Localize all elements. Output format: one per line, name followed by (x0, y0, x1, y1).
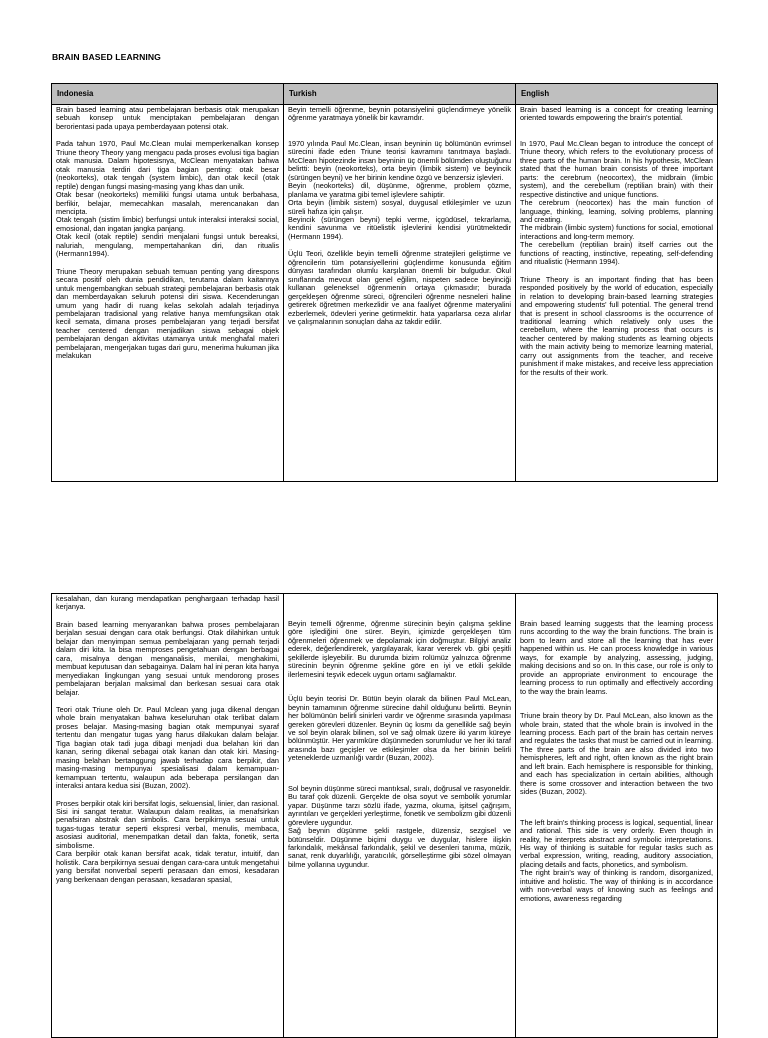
column-header-english: English (516, 84, 718, 105)
paragraph: Üçlü Teori, özellikle beyin temelli öğrenme stratejileri geliştirme ve öğrencilerin tüm potansiyellerini güçlendirme konusunda eğitim dünyası tarafından olumlu karşılanan önemli bir bulgudur. Okul sınıflarında mevcut olan genel eğilim, nispeten sadece beyinciği kullanan geleneksel öğrenmenin ortaya çıkmasıdır; burada gerçekleşen öğrenme süreci, öğrencileri öğrenme nesneleri haline getirerek öğretmen merkezlidir ve ana faaliyet öğrenme materyalini ezberlemek, ödevleri yerine getirmektir. hata yaparlarsa ceza alırlar ve çalışmalarının sonuçları daha az takdir edilir. (288, 249, 511, 326)
paragraph: Üçlü beyin teorisi Dr. Bütün beyin olarak da bilinen Paul McLean, beynin tamamının öğrenme sürecine dahil olduğunu belirtti. Beynin her bölümünün belirli sinirleri vardır ve öğrenme sırasında yapılması gereken görevleri düzenler. Beynin üç kısmı da genellikle sağ beyin ve sol beyin olarak bilinen, sol ve sağ olmak üzere iki yarım küreye bölünmüştür. Her yarımküre düşünmeden sorumludur ve her iki taraf arasında bazı geçişler ve etkileşimler olsa da her birinin belirli yeteneklerde uzmanlığı vardır (Buzan, 2002). (288, 694, 511, 763)
table-row (52, 594, 718, 1038)
paragraph: Brain based learning suggests that the learning process runs according to the way the brain functions. The brain is born to learn and store all the learning that has ever happened within us. He can process knowledge in various ways, for example by analyzing, assessing, judging, making decisions and so on. In this case, our role is only to provide an appropriate environment to encourage the learning process to run optimally and effectively according to the way the brain learns. (520, 619, 713, 696)
paragraph: Triune brain theory by Dr. Paul McLean, also known as the whole brain, stated that the whole brain is involved in the learning process. Each part of the brain has certain nerves and regulates the tasks that must be carried out in learning. The three parts of the brain are also divided into two hemispheres, left and right, often known as the right brain and left brain. Each hemisphere is responsible for thinking, and each has specialization in certain abilities, although there is some crossover and interaction between the two sides (Buzan, 2002). (520, 711, 713, 797)
document-title: BRAIN BASED LEARNING (52, 52, 161, 62)
column-header-turkish: Turkish (284, 84, 516, 105)
indonesia-cell (52, 594, 284, 1038)
paragraph: Pada tahun 1970, Paul Mc.Clean mulai memperkenalkan konsep Triune theory Theory yang mengacu pada proses evolusi tiga bagian otak manusia. Dalam hipotesisnya, McClean menyatakan bahwa otak manusia terdiri dari tiga bagian penting: otak besar (neokorteks), otak tengah (system limbic), dan otak kecil (otak reptile) dengan fungsi masing-masing yang khas dan unik. Otak besar (neokorteks) memiliki fungsi utama untuk berbahasa, berfikir, belajar, memecahkan masalah, merencanakan dan mencipta. Otak tengah (sistim limbic) berfungsi untuk interaksi interaksi social, emosional, dan ingatan jangka panjang. Otak kecil (otak reptile) sendiri menjalani fungsi untuk bereaksi, naluriah, mengulang, mempertahankan diri, dan ritualis (Hermann1994). (56, 139, 279, 259)
indonesia-cell (52, 105, 284, 482)
paragraph: Triune Theory is an important finding that has been responded positively by the world of education, especially in relation to developing brain-based learning strategies and empowering students' full potential. The general trend that is present in school classrooms is the occurrence of traditional learning which relatively only uses the cerebellum, where the learning process that occurs is teacher centered by making students as learning objects with the main activity being to memorize learning material, carry out assignments from the teacher, and receive punishment if make mistakes, and receive less appreciation for the results of their work. (520, 274, 713, 377)
translation-table-page-1 (51, 83, 718, 482)
column-header-indonesia: Indonesia (52, 84, 284, 105)
table-row (52, 105, 718, 482)
paragraph: Brain based learning is a concept for creating learning oriented towards empowering the brain's potential. (520, 105, 713, 123)
paragraph: Teori otak Triune oleh Dr. Paul Mclean yang juga dikenal dengan whole brain menyatakan bahwa keseluruhan otak terlibat dalam proses belajar. Masing-masing bagian otak mempunyai syaraf tertentu dan mengatur tugas yang harus dilakukan dalam belajar. Tiga bagian otak tadi juga dibagi menjadi dua belahan kiri dan kanan, sering dikenal sebagai otak kanan dan otak kiri. Masing-masing belahan bertanggung jawab terhadap cara berpikir, dan masing-masing mempunyai spesialisasi dalam kemampuan-kemampuan tertentu, walaupun ada beberapa persilangan dan interaksi antara kedua sisi (Buzan, 2002). (56, 704, 279, 791)
turkish-cell (284, 594, 516, 1038)
english-cell (516, 105, 718, 482)
paragraph: kesalahan, dan kurang mendapatkan penghargaan terhadap hasil kerjanya. (56, 594, 279, 612)
paragraph: Brain based learning menyarankan bahwa proses pembelajaran berjalan sesuai dengan cara otak berfungsi. Otak dilahirkan untuk belajar dan menyimpan semua pembelajaran yang pernah terjadi dalam diri kita. Ia bisa memproses pengetahuan dengan berbagai cara, misalnya dengan menganalisis, menilai, menghakimi, membuat keputusan dan sebagainya. Dalam hal ini peran kita hanya menyediakan lingkungan yang sesuai untuk mendorong proses pembelajaran berjalan maksimal dan berkesan sesuai cara otak belajar. (56, 619, 279, 697)
paragraph: In 1970, Paul Mc.Clean began to introduce the concept of Triune theory, which refers to the evolutionary process of three parts of the human brain. In his hypothesis, McClean stated that the human brain consists of three important parts: the cerebrum (neocortex), the midbrain (limbic system), and the cerebellum (reptilian brain) with their respective distinctive and unique functions. The cerebrum (neocortex) has the main function of language, thinking, learning, solving problems, planning and creating. The midbrain (limbic system) functions for social, emotional interactions and long-term memory. The cerebellum (reptilian brain) itself carries out the functions of reacting, instinctive, repeating, self-defending and ritualistic (Hermann 1994). (520, 138, 713, 267)
table-header-row (52, 84, 718, 105)
paragraph: 1970 yılında Paul Mc.Clean, insan beyninin üç bölümünün evrimsel sürecini ifade eden Triune teorisi kavramını tanıtmaya başladı. McClean hipotezinde insan beyninin üç önemli bölümden oluştuğunu belirtti: beyin (neokorteks), orta beyin (limbik sistem) ve beyincik (sürüngen beyni) ve her birinin kendine özgü ve benzersiz işlevleri. Beyin (neokorteks) dil, düşünme, öğrenme, problem çözme, planlama ve yaratma gibi temel işlevlere sahiptir. Orta beyin (limbik sistem) sosyal, duygusal etkileşimler ve uzun süreli hafıza için çalışır. Beyincik (sürüngen beyni) tepki verme, içgüdüsel, tekrarlama, kendini savunma ve ritüelistik işlevlerini kendisi yürütmektedir (Hermann 1994). (288, 138, 511, 241)
paragraph: Sol beynin düşünme süreci mantıksal, sıralı, doğrusal ve rasyoneldir. Bu taraf çok düzenli. Gerçekte de olsa soyut ve sembolik yorumlar yapar. Düşünme tarzı sözlü ifade, yazma, okuma, işitsel çağrışım, ayrıntıları ve gerçekleri yerleştirme, fonetik ve sembolizm gibi düzenli görevlere uygundur. Sağ beynin düşünme şekli rastgele, düzensiz, sezgisel ve bütünseldir. Düşünme biçimi duygu ve duygular, hislere ilişkin farkındalık, mekânsal farkındalık, şekil ve desenleri tanıma, müzik, sanat, renk duyarlılığı, yaratıcılık, görselleştirme gibi sözel olmayan bilme yollarına uygundur. (288, 783, 511, 869)
paragraph: Beyin temelli öğrenme, beynin potansiyelini güçlendirmeye yönelik öğrenme yaratmaya yönelik bir kavramdır. (288, 105, 511, 123)
paragraph: Brain based learning atau pembelajaran berbasis otak merupakan sebuah konsep untuk menciptakan pembelajaran dengan berorientasi pada upaya pemberdayaan potensi otak. (56, 105, 279, 131)
translation-table-page-2 (51, 593, 718, 1038)
english-cell (516, 594, 718, 1038)
turkish-cell (284, 105, 516, 482)
paragraph: Proses berpikir otak kiri bersifat logis, sekuensial, linier, dan rasional. Sisi ini sangat teratur. Walaupun dalam realitas, ia menafsirkan penafsiran abstrak dan simbolis. Cara berpikirnya sesuai untuk tugas-tugas teratur seperti ekspresi verbal, menulis, membaca, asosiasi auditorial, menempatkan detail dan fakta, fonetik, serta simbolisme. Cara berpikir otak kanan bersifat acak, tidak teratur, intuitif, dan holistik. Cara berpikirnya sesuai dengan cara-cara untuk mengetahui yang bersifat nonverbal seperti perasaan dan emosi, kesadaran yang berkenaan dengan perasaan, kesadaran spasial, (56, 798, 279, 884)
paragraph: Triune Theory merupakan sebuah temuan penting yang direspons secara positif oleh dunia pendidikan, terutama dalam kaitannya untuk mengembangkan sebuah strategi pembelajaran berbasis otak dan memberdayakan seluruh potensi diri siswa. Kecenderungan umum yang hadir di ruang kelas sekolah adalah terjadinya pembelajaran tradisional yang relative hanya memfungsikan otak kecil semata, dimana proses pembelajaran yang terjadi bersifat teacher centered dengan menjadikan siswa sebagai objek pembelajaran dengan aktivitas utamanya untuk menghafal materi pembelajaran, mengerjakan tugas dari guru, menerima hukuman jika melakukan (56, 266, 279, 361)
paragraph: The left brain's thinking process is logical, sequential, linear and rational. This side is very orderly. Even though in reality, he interprets abstract and symbolic interpretations. His way of thinking is suitable for regular tasks such as verbal expression, writing, reading, auditory association, placing details and facts, phonetics, and symbolism. The right brain's way of thinking is random, disorganized, intuitive and holistic. The way of thinking is in accordance with non-verbal ways of knowing such as feelings and emotions, awareness regarding (520, 817, 713, 903)
paragraph: Beyin temelli öğrenme, öğrenme sürecinin beyin çalışma şekline göre işlediğini öne sürer. Beyin, içimizde gerçekleşen tüm öğrenmeleri öğrenmek ve depolamak için doğmuştur. Bilgiyi analiz ederek, değerlendirerek, yargılayarak, karar vererek vb. gibi çeşitli şekillerde işleyebilir. Bu durumda bizim rolümüz yalnızca öğrenme sürecinin beynin öğrenme şekline göre en iyi ve etkili şekilde ilerlemesini teşvik edecek uygun ortamı sağlamaktır. (288, 619, 511, 679)
